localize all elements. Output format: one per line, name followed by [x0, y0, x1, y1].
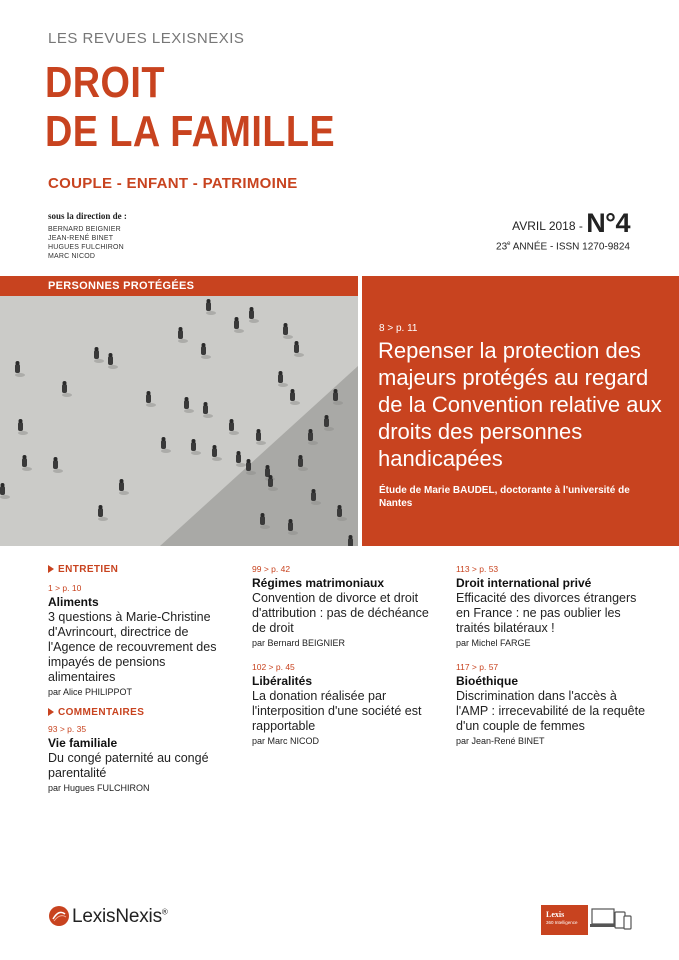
lexisnexis-logo-text — [72, 906, 168, 928]
feature-title[interactable]: Repenser la protection des majeurs protégés au regard de la Convention relative aux droits des personnes handicapées — [378, 338, 662, 471]
article[interactable] — [48, 583, 228, 697]
director: BERNARD BEIGNIER — [48, 226, 121, 233]
lexis-badge-sub: 360 Intelligence — [546, 920, 578, 925]
article-ref: 102 > p. 45 — [252, 662, 295, 672]
article-title[interactable]: 3 questions à Marie-Christine d'Avrincourt, directrice de l'Agence de recouvrement des impayés de pensions alimentaires — [48, 610, 217, 684]
article-rubric: Vie familiale — [48, 736, 118, 750]
lexisnexis-logo-icon — [48, 905, 70, 932]
issue-info — [496, 208, 630, 252]
journal-title — [45, 58, 335, 156]
article-author: par Bernard BEIGNIER — [252, 638, 346, 648]
feature-hero — [0, 276, 679, 546]
article[interactable] — [456, 662, 646, 746]
feature-ref: 8 > p. 11 — [379, 323, 418, 334]
band-label: PERSONNES PROTÉGÉES — [48, 280, 195, 292]
issue-date: AVRIL 2018 - — [512, 219, 587, 233]
article-title[interactable]: Du congé paternité au congé parentalité — [48, 751, 209, 780]
section-commentaires — [48, 707, 228, 718]
article-author: par Michel FARGE — [456, 638, 531, 648]
article-rubric: Bioéthique — [456, 674, 518, 688]
triangle-icon — [48, 565, 54, 573]
feature-panel[interactable] — [362, 276, 679, 546]
article-title[interactable]: La donation réalisée par l'interposition d'une société est rapportable — [252, 689, 422, 733]
triangle-icon — [48, 708, 54, 716]
article-title[interactable]: Discrimination dans l'accès à l'AMP : irrecevabilité de la requête d'un couple de femmes — [456, 689, 646, 733]
article-title[interactable]: Efficacité des divorces étrangers en France : ne pas oublier les traités bilatéraux ! — [456, 591, 637, 635]
column-1 — [48, 564, 228, 793]
article[interactable] — [252, 662, 437, 746]
article-author: par Hugues FULCHIRON — [48, 783, 150, 793]
lexis-badge-label: Lexis — [546, 910, 565, 919]
section-entretien — [48, 564, 228, 575]
article-rubric: Aliments — [48, 595, 99, 609]
crowd-photo — [0, 276, 358, 546]
issue-number: N°4 — [586, 208, 630, 238]
issue-meta — [496, 241, 630, 252]
article-rubric: Régimes matrimoniaux — [252, 576, 385, 590]
article-title[interactable]: Convention de divorce et droit d'attribution : pas de déchéance de droit — [252, 591, 429, 635]
article-rubric: Droit international privé — [456, 576, 592, 590]
section-label: ENTRETIEN — [58, 564, 119, 575]
director: MARC NICOD — [48, 253, 96, 260]
issue-year-sup: e — [507, 241, 511, 247]
article-author: par Marc NICOD — [252, 736, 320, 746]
crowd-illustration — [0, 276, 358, 546]
title-line-2: DE LA FAMILLE — [45, 107, 336, 156]
article-ref: 1 > p. 10 — [48, 583, 82, 593]
journal-subtitle: COUPLE - ENFANT - PATRIMOINE — [48, 175, 298, 192]
registered-mark: ® — [161, 907, 168, 917]
article[interactable] — [456, 564, 646, 648]
director: HUGUES FULCHIRON — [48, 244, 124, 251]
article-ref: 99 > p. 42 — [252, 564, 291, 574]
column-3 — [456, 564, 646, 746]
article[interactable] — [48, 724, 228, 793]
article-author: par Alice PHILIPPOT — [48, 687, 133, 697]
article-rubric: Libéralités — [252, 674, 313, 688]
article-ref: 113 > p. 53 — [456, 564, 499, 574]
issue-line — [496, 208, 630, 239]
article-ref: 93 > p. 35 — [48, 724, 87, 734]
feature-author: Étude de Marie BAUDEL, doctorante à l'université de Nantes — [379, 485, 630, 509]
article-author: par Jean-René BINET — [456, 736, 545, 746]
director: JEAN-RENÉ BINET — [48, 235, 114, 242]
direction-label: sous la direction de : — [48, 211, 127, 221]
directors-list — [48, 225, 124, 261]
issue-year: 23 — [496, 241, 508, 253]
column-2 — [252, 564, 437, 746]
article-ref: 117 > p. 57 — [456, 662, 499, 672]
devices-icon — [590, 906, 632, 941]
title-line-1: DROIT — [45, 58, 165, 107]
section-label: COMMENTAIRES — [58, 707, 145, 718]
issue-issn: ANNÉE - ISSN 1270-9824 — [510, 241, 630, 253]
logo-wordmark: LexisNexis — [72, 906, 162, 927]
article[interactable] — [252, 564, 437, 648]
series-name: LES REVUES LEXISNEXIS — [48, 30, 245, 47]
